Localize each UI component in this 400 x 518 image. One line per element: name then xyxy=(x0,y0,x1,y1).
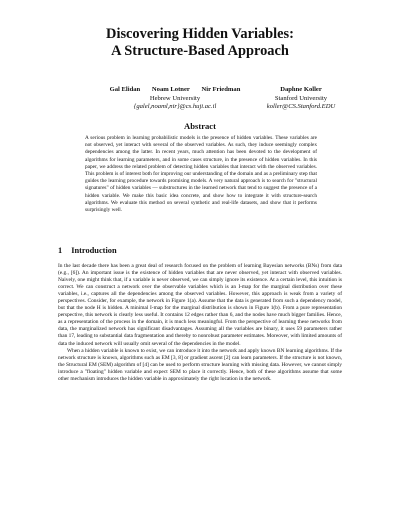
title-line-1: Discovering Hidden Variables: xyxy=(106,26,294,42)
author-affiliation: Hebrew University xyxy=(149,94,201,102)
author-name: Gal Elidan xyxy=(109,86,141,93)
author-names xyxy=(226,86,376,95)
abstract-heading: Abstract xyxy=(184,121,216,131)
author-affiliation: Stanford University xyxy=(274,94,328,102)
author-email: koller@CS.Stanford.EDU xyxy=(266,103,336,111)
section-heading xyxy=(58,246,117,255)
abstract-text: A serious problem in learning probabilistic models is the presence of hidden variables. These variables are not observed, yet interact with several of the observed variables. As such, they induce seemingly complex dependencies among the latter. In recent years, much attention has been devoted to the development of algorithms for learning parameters, and in some cases structure, in the presence of hidden variables. In this paper, we address the related problem of detecting hidden variables that interact with the observed variables. This problem is of interest both for improving our understanding of the domain and as a preliminary step that guides the learning procedure towards promising models. A very natural approach is to search for "structural signatures" of hidden variables — substructures in the learned network that tend to suggest the presence of a hidden variable. We make this basic idea concrete, and show how to integrate it with structure-search algorithms. We evaluate this method on several synthetic and real-life datasets, and show that it performs surprisingly well. xyxy=(85,135,317,214)
author-group-stanford xyxy=(226,86,376,112)
title-line-2: A Structure-Based Approach xyxy=(111,43,289,59)
author-email: {galel,noaml,nir}@cs.huji.ac.il xyxy=(133,103,217,111)
section-title: Introduction xyxy=(71,246,117,255)
paper-title xyxy=(0,26,400,60)
section-number: 1 xyxy=(58,246,63,255)
author-name: Nir Friedman xyxy=(201,86,241,93)
body-paragraph: In the last decade there has been a great deal of research focused on the problem of learning Bayesian networks (BNs) from data (e.g., [6]). An important issue is the existence of hidden variables that are never observed, yet interact with observed variables. Naively, one might think that, if a variable is never observed, we can simply ignore its existence. At a certain level, this intuition is correct. We can construct a network over the observable variables which is an I-map for the marginal distribution over these variables, i.e., captures all the dependencies among the observed variables. However, this approach is weak from a variety of perspectives. Consider, for example, the network in Figure 1(a). Assume that the data is generated from such a dependency model, but that the node H is hidden. A minimal I-map for the marginal distribution is shown in Figure 1(b). From a pure representation perspective, this network is clearly less useful. It contains 12 edges rather than 6, and the nodes have much bigger families. Hence, as a representation of the process in the domain, it is much less meaningful. From the perspective of learning these networks from data, the marginalized network has significant disadvantages. Assuming all the variables are binary, it uses 59 parameters rather than 17, leading to substantial data fragmentation and thereby to nonrobust parameter estimates. Moreover, with limited amounts of data the induced network will usually omit several of the dependencies in the model. xyxy=(58,263,342,347)
section-body xyxy=(58,263,342,383)
body-paragraph: When a hidden variable is known to exist, we can introduce it into the network and apply known BN learning algorithms. If the network structure is known, algorithms such as EM [3, 8] or gradient ascent [2] can learn parameters. If the structure is not known, the Structural EM (SEM) algorithm of [4] can be used to perform structure learning with missing data. However, we cannot simply introduce a "floating" hidden variable and expect SEM to place it correctly. Hence, both of these algorithms assume that some other mechanism introduces the hidden variable in approximately the right location in the network. xyxy=(58,347,342,382)
author-name: Noam Lotner xyxy=(151,86,190,93)
author-name: Daphne Koller xyxy=(280,86,322,93)
